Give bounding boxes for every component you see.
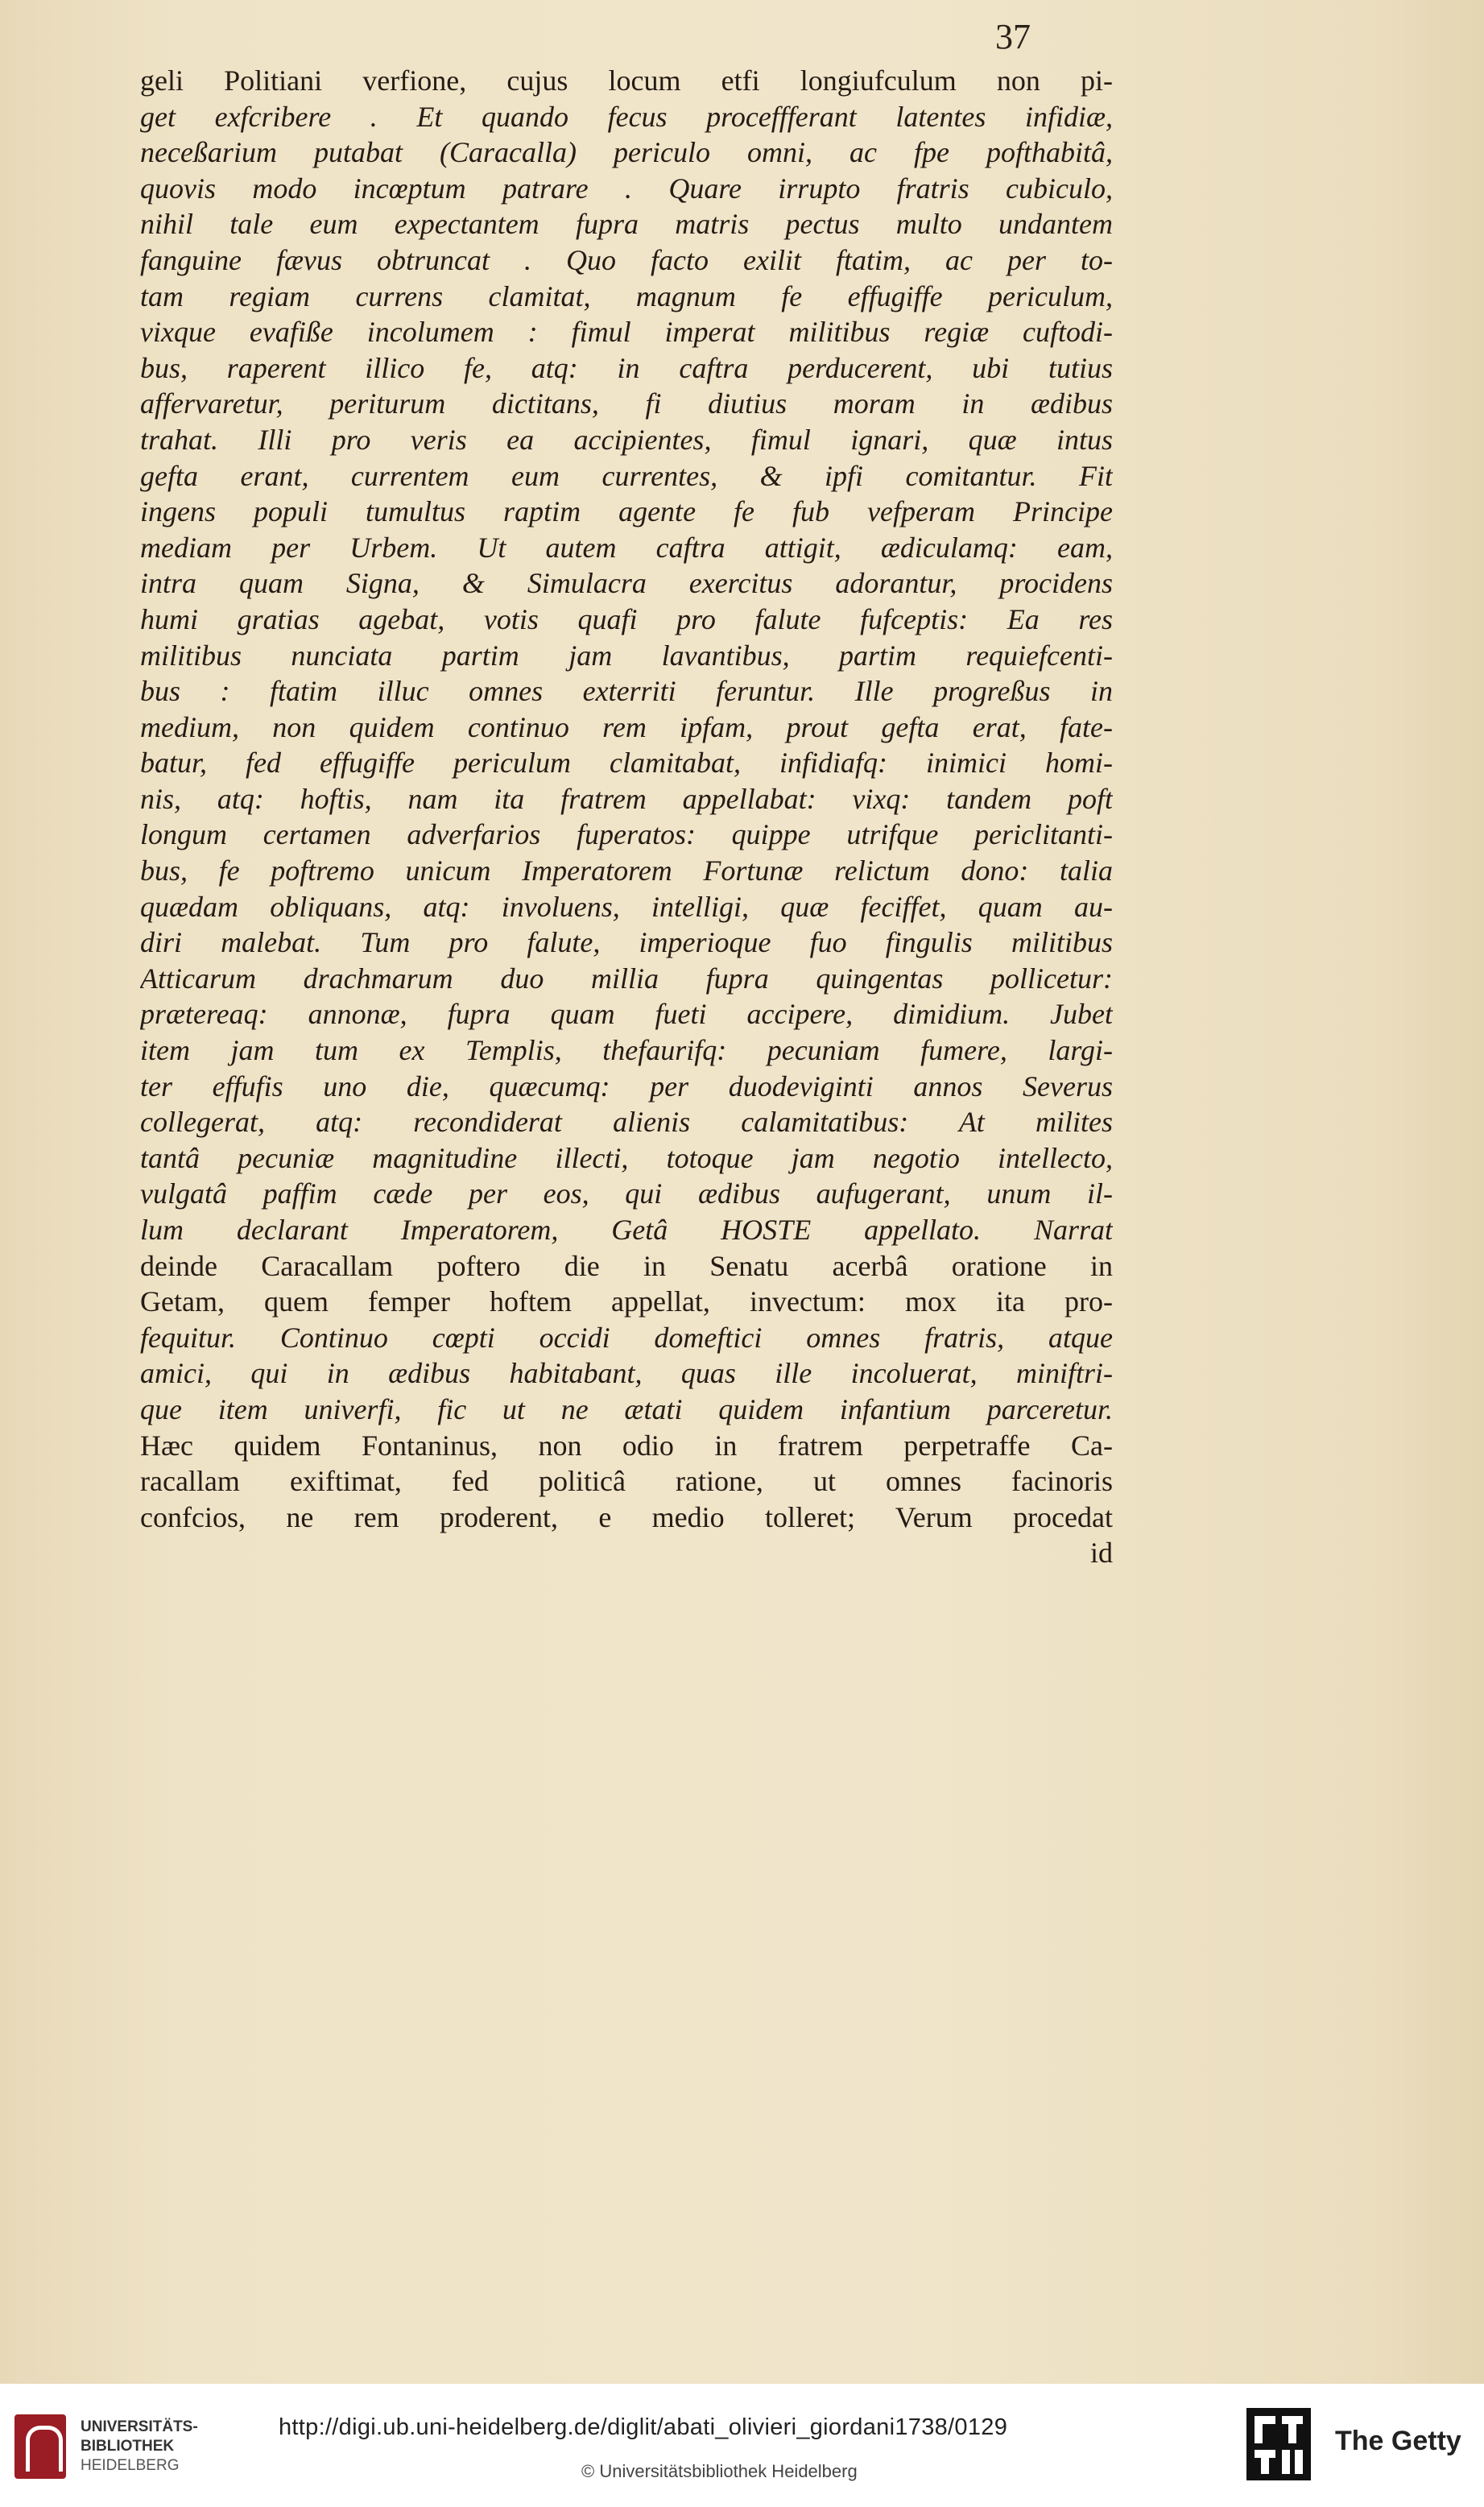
text-line: medium, non quidem continuo rem ipfam, prout gefta erat, fate- — [140, 710, 1113, 743]
text-line: Getam, quem femper hoftem appellat, invectum: mox ita pro- — [140, 1285, 1113, 1318]
text-line: neceßarium putabat (Caracalla) periculo omni, ac fpe pofthabitâ, — [140, 136, 1113, 169]
getty-name: The Getty — [1335, 2426, 1461, 2456]
text-line: vulgatâ paffim cæde per eos, qui ædibus aufugerant, unum il- — [140, 1177, 1113, 1210]
getty-logo-icon[interactable] — [1246, 2408, 1311, 2480]
text-line: quovis modo incœptum patrare . Quare irrupto fratris cubiculo, — [140, 172, 1113, 205]
text-line: amici, qui in ædibus habitabant, quas ille incoluerat, miniftri- — [140, 1357, 1113, 1390]
text-line: longum certamen adverfarios fuperatos: quippe utrifque periclitanti- — [140, 818, 1113, 851]
text-line: ter effufis uno die, quæcumq: per duodeviginti annos Severus — [140, 1069, 1113, 1103]
text-line: confcios, ne rem proderent, e medio tolleret; Verum procedat — [140, 1500, 1113, 1533]
text-line: que item univerfi, fic ut ne ætati quidem infantium parceretur. — [140, 1392, 1113, 1425]
text-line: tantâ pecuniæ magnitudine illecti, totoque jam negotio intellecto, — [140, 1141, 1113, 1174]
text-line: bus, fe poftremo unicum Imperatorem Fortunæ relictum dono: talia — [140, 854, 1113, 887]
text-line: trahat. Illi pro veris ea accipientes, fimul ignari, quæ intus — [140, 423, 1113, 456]
text-line: deinde Caracallam poftero die in Senatu acerbâ oratione in — [140, 1249, 1113, 1282]
text-line: fanguine fævus obtruncat . Quo facto exilit ftatim, ac per to- — [140, 243, 1113, 276]
text-line: get exfcribere . Et quando fecus proceffferant latentes infidiæ, — [140, 100, 1113, 133]
text-line: item jam tum ex Templis, thefaurifq: pecuniam fumere, largi- — [140, 1034, 1113, 1067]
text-line: geli Politiani verfione, cujus locum etfi longiufculum non pi- — [140, 64, 1113, 97]
library-name-line-1: UNIVERSITÄTS- — [81, 2418, 198, 2435]
library-name-line-2: BIBLIOTHEK — [81, 2438, 175, 2455]
text-line: tam regiam currens clamitat, magnum fe effugiffe periculum, — [140, 279, 1113, 312]
text-line: militibus nunciata partim jam lavantibus, partim requiefcenti- — [140, 639, 1113, 672]
text-line: bus : ftatim illuc omnes exterriti feruntur. Ille progreßus in — [140, 675, 1113, 708]
text-line: collegerat, atq: recondiderat alienis calamitatibus: At milites — [140, 1106, 1113, 1139]
text-block — [140, 63, 1113, 1571]
text-line: mediam per Urbem. Ut autem caftra attigit, ædiculamq: eam, — [140, 531, 1113, 564]
copyright-notice: © Universitätsbibliothek Heidelberg — [581, 2461, 858, 2481]
text-line: quædam obliquans, atq: involuens, intelligi, quæ feciffet, quam au- — [140, 890, 1113, 923]
text-line: Atticarum drachmarum duo millia fupra quingentas pollicetur: — [140, 962, 1113, 995]
text-line: humi gratias agebat, votis quafi pro falute fufceptis: Ea res — [140, 602, 1113, 635]
heidelberg-library-logo-icon[interactable] — [14, 2414, 66, 2479]
text-line: affervaretur, periturum dictitans, fi diutius moram in ædibus — [140, 387, 1113, 420]
text-line: racallam exiftimat, fed politicâ ratione, ut omnes facinoris — [140, 1465, 1113, 1498]
library-name-line-3: HEIDELBERG — [81, 2457, 180, 2474]
footer-bar — [0, 2384, 1484, 2507]
text-line: lum declarant Imperatorem, Getâ HOSTE appellato. Narrat — [140, 1214, 1113, 1246]
library-name — [81, 2418, 198, 2476]
text-line: fequitur. Continuo cœpti occidi domeftici omnes fratris, atque — [140, 1321, 1113, 1354]
permalink-url[interactable]: http://digi.ub.uni-heidelberg.de/diglit/abati_olivieri_giordani1738/0129 — [279, 2414, 1008, 2440]
text-line: nihil tale eum expectantem fupra matris pectus multo undantem — [140, 208, 1113, 241]
text-line: intra quam Signa, & Simulacra exercitus adorantur, procidens — [140, 567, 1113, 600]
text-line: ingens populi tumultus raptim agente fe fub vefperam Principe — [140, 495, 1113, 528]
text-line: diri malebat. Tum pro falute, imperioque fuo fingulis militibus — [140, 926, 1113, 959]
text-line: gefta erant, currentem eum currentes, & ipfi comitantur. Fit — [140, 459, 1113, 492]
text-line: batur, fed effugiffe periculum clamitabat, infidiafq: inimici homi- — [140, 747, 1113, 780]
page-number: 37 — [995, 17, 1031, 56]
text-line: nis, atq: hoftis, nam ita fratrem appellabat: vixq: tandem poft — [140, 782, 1113, 815]
text-line: bus, raperent illico fe, atq: in caftra perducerent, ubi tutius — [140, 351, 1113, 384]
text-line: prætereaq: annonæ, fupra quam fueti accipere, dimidium. Jubet — [140, 998, 1113, 1031]
text-line: vixque evafiße incolumem : fimul imperat militibus regiæ cuftodi- — [140, 316, 1113, 349]
text-line: Hæc quidem Fontaninus, non odio in fratrem perpetraffe Ca- — [140, 1429, 1113, 1462]
text-line: id — [1089, 1537, 1113, 1570]
